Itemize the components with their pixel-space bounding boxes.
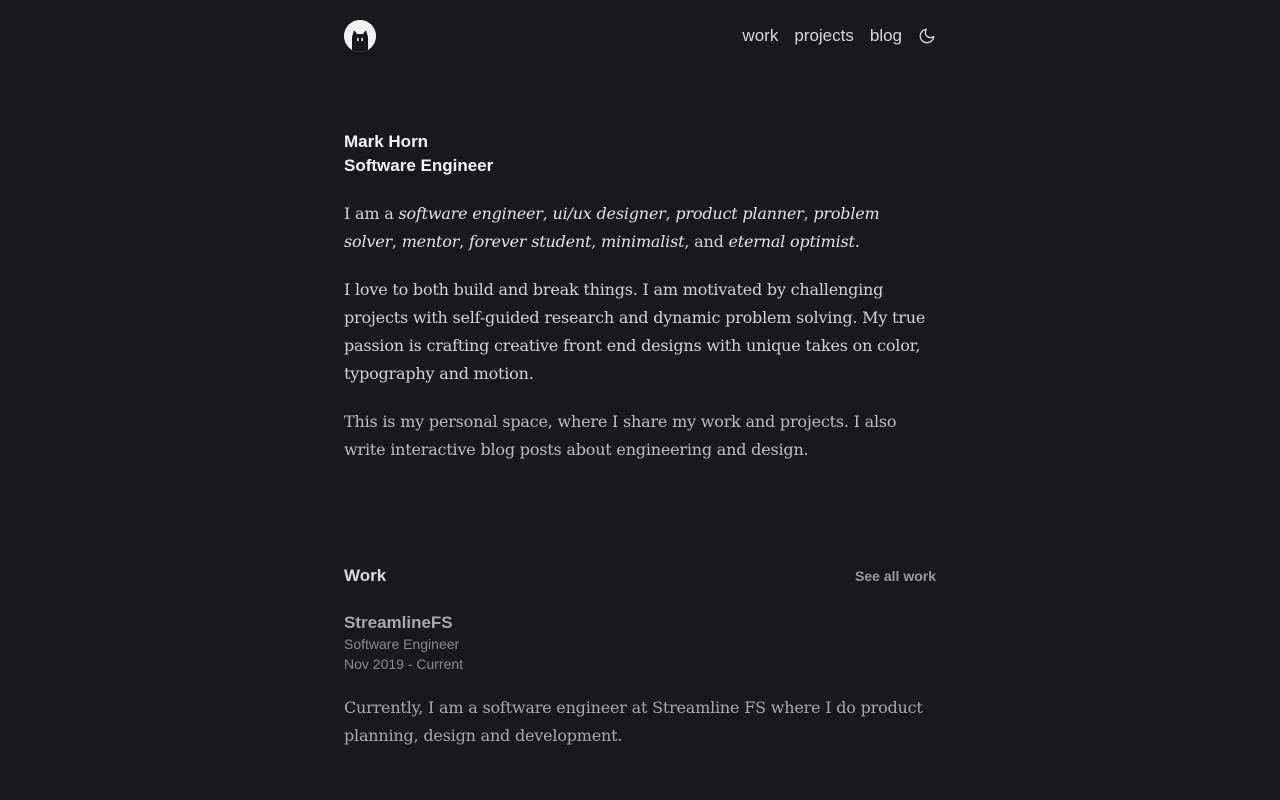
home-logo-link[interactable]: [344, 20, 376, 52]
author-role: Software Engineer: [344, 156, 494, 175]
nav-link-blog[interactable]: blog: [869, 26, 902, 45]
work-section: [344, 564, 936, 750]
moon-icon: [918, 27, 936, 45]
job-title: Software Engineer: [344, 636, 460, 652]
intro-section: [344, 130, 936, 464]
site-header: [344, 0, 936, 72]
role-item: problem solver: [344, 204, 880, 251]
nav-link-projects[interactable]: projects: [794, 26, 854, 45]
cat-avatar-icon: [344, 20, 376, 52]
author-name: Mark Horn: [344, 132, 429, 151]
nav-link-work[interactable]: work: [742, 26, 779, 45]
main-nav: [742, 26, 936, 46]
role-item-last: eternal optimist.: [728, 232, 860, 251]
job-entry: [344, 612, 936, 750]
role-item: product planner: [675, 204, 804, 223]
role-item: forever student: [468, 232, 592, 251]
intro-passion-paragraph: I love to both build and break things. I am motivated by challenging projects with self-guided research and dynamic problem solving. My true passion is crafting creative front end designs with unique takes on color, typography and motion.: [344, 280, 926, 383]
intro-conjunction: , and: [684, 232, 729, 251]
role-item: minimalist: [601, 232, 685, 251]
role-item: ui/ux designer: [552, 204, 666, 223]
theme-toggle-button[interactable]: [918, 27, 936, 45]
see-all-work-link[interactable]: See all work: [855, 568, 936, 584]
intro-personal-space-paragraph: This is my personal space, where I share my work and projects. I also write interactive blog posts about engineering and design.: [344, 412, 897, 459]
job-description: Currently, I am a software engineer at Streamline FS where I do product planning, design and development.: [344, 698, 923, 745]
job-dates: Nov 2019 - Current: [344, 656, 464, 672]
page-container: [344, 0, 936, 750]
work-section-header: [344, 564, 936, 588]
job-company: StreamlineFS: [344, 613, 453, 632]
intro-prefix: I am a: [344, 204, 399, 223]
work-section-title: Work: [344, 566, 387, 585]
intro-roles-paragraph: I am a software engineer, ui/ux designer, product planner, problem solver, mentor, forever student, minimalist, and eternal optimist.: [344, 204, 880, 251]
role-item: mentor: [401, 232, 460, 251]
role-item: software engineer: [398, 204, 543, 223]
